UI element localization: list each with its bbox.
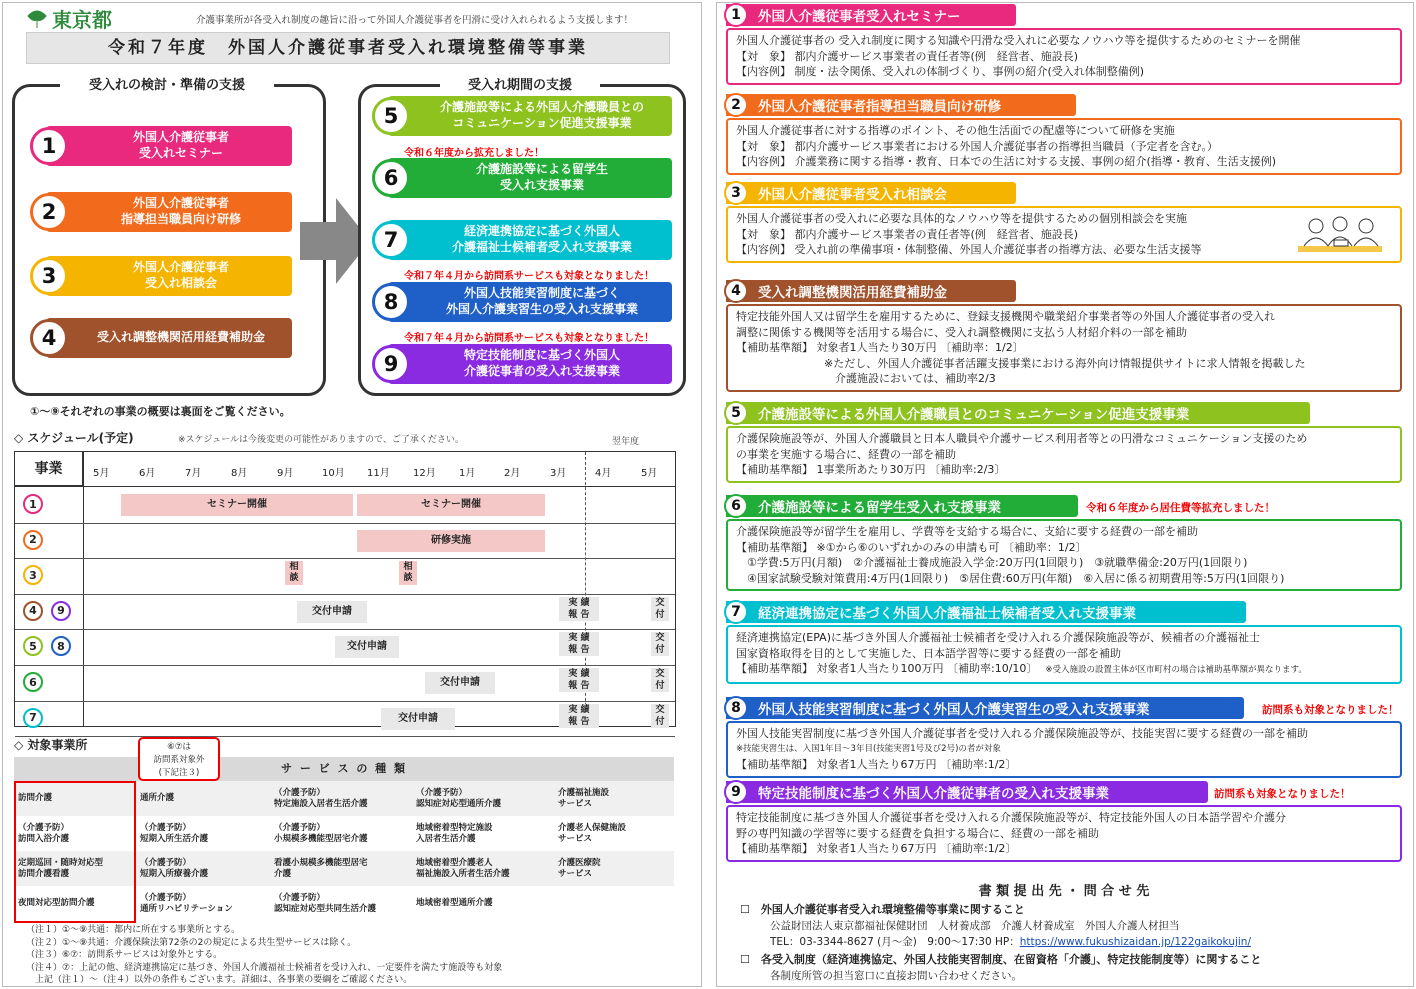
- service-cell: 看護小規模多機能型居宅 介護: [270, 851, 412, 886]
- left-item-1: [46, 126, 292, 166]
- checkbox-icon: ☐: [740, 903, 750, 916]
- section-line-text: 経済連携協定(EPA)に基づき外国人介護福祉士候補者を受け入れる介護保険施設等が、候補者の介護福祉士: [736, 631, 1260, 644]
- number-badge: [724, 780, 748, 804]
- number-badge: [30, 127, 68, 165]
- month-label: 9月: [277, 468, 294, 479]
- right-item-label: 特定技能制度に基づく外国人 介護従事者の受入れ支援事業: [463, 348, 620, 378]
- facilities-notes: [26, 924, 502, 987]
- month-label: 7月: [185, 468, 202, 479]
- section-line: [736, 309, 1392, 325]
- section-line: [736, 826, 1392, 842]
- number-badge: [372, 283, 410, 321]
- facility-note: （注２）①〜⑨共通：介護保険法第72条の2の規定による共生型サービスは除く。: [26, 937, 357, 948]
- section-line-text: の事業を実施する場合に、経費の一部を補助: [736, 447, 956, 461]
- service-cell: 訪問介護: [14, 781, 136, 816]
- section-header: [726, 182, 1016, 204]
- right-item-note: 令和７年４月から訪問系サービスも対象となりました！: [404, 271, 654, 282]
- number-text: 8: [383, 290, 399, 314]
- section-line: [736, 242, 1392, 258]
- number-text: 6: [383, 166, 399, 190]
- section-note: 訪問系も対象となりました！: [1214, 788, 1351, 800]
- month-label: 5月: [641, 468, 658, 479]
- number-badge: [30, 257, 68, 295]
- service-cell: 介護医療院 サービス: [554, 851, 674, 886]
- section-header: [726, 697, 1244, 719]
- section-line: [736, 431, 1392, 447]
- section-line-text: 介護保険施設等が、外国人介護職員と日本人職員や介護サービス利用者等との円滑なコミュニケーション支援のため: [736, 432, 1308, 445]
- section-line: [736, 646, 1392, 662]
- row-line: [15, 523, 675, 524]
- row-number-badge: 2: [23, 530, 43, 550]
- section-line: [736, 810, 1392, 826]
- service-cell: （介護予防） 短期入所生活介護: [140, 822, 209, 844]
- number-badge: [372, 159, 410, 197]
- section-body: [726, 805, 1402, 862]
- row-number-badge: 5: [23, 636, 43, 656]
- right-item-label: 介護施設等による留学生 受入れ支援事業: [475, 162, 608, 192]
- section-line-text: 【補助基準額】 対象者1人当たり30万円 〔補助率：1/2〕: [736, 341, 1024, 354]
- report-bar: 実 績 報 告: [559, 632, 599, 656]
- facilities-heading: ◇ 対象事業所: [14, 738, 88, 752]
- section-line-text: 【内容例】 制度・法令関係、受入れの体制づくり、事例の紹介(受入れ体制整備例): [736, 65, 1145, 78]
- schedule-col-header: 事業: [15, 452, 83, 486]
- right-item-5: [388, 96, 672, 136]
- section-line: [736, 757, 1392, 773]
- number-badge: [724, 93, 748, 117]
- row-number-badge: 9: [51, 601, 71, 621]
- section-title: 介護施設等による留学生受入れ支援事業: [758, 500, 1001, 516]
- right-item-9: [388, 344, 672, 384]
- section-line-text: 外国人技能実習制度に基づき外国人介護従事者を受け入れる介護保険施設等が、技能実習に要する経費の一部を補助: [736, 727, 1308, 740]
- number-badge: [372, 97, 410, 135]
- section-line-text: ※ただし、外国人介護従事者活躍支援事業における海外向け情報提供サイトに求人情報を掲載した: [736, 356, 1306, 370]
- month-label: 11月: [367, 468, 390, 479]
- section-line: [736, 371, 1392, 387]
- number-text: 9: [383, 352, 399, 376]
- consult-bar: 相 談: [285, 561, 303, 585]
- section-body: [726, 304, 1402, 392]
- section-note: 訪問系も対象となりました！: [1262, 704, 1399, 716]
- schedule-bar: 交付申請: [335, 636, 399, 658]
- contact-item1-text: 外国人介護従事者受入れ環境整備等事業に関すること: [760, 903, 1025, 916]
- acceptance-heading: 受入れ期間の支援: [440, 74, 600, 93]
- section-line-text: 【内容例】 受入れ前の準備事項・体制整備、外国人介護従事者の指導方法、必要な生活支援等: [736, 243, 1202, 256]
- section-5: [726, 402, 1402, 483]
- left-item-2: [46, 192, 292, 232]
- section-line-text: 【補助基準額】 対象者1人当たり100万円 〔補助率:10/10〕: [736, 662, 1038, 675]
- number-badge: [30, 193, 68, 231]
- number-badge: [724, 3, 748, 27]
- right-item-7: [388, 220, 672, 260]
- service-cell: （介護予防） 特定施設入居者生活介護: [270, 781, 412, 816]
- section-header: [726, 601, 1246, 623]
- number-text: 1: [731, 7, 741, 23]
- section-body: [726, 625, 1402, 684]
- schedule-bar: セミナー開催: [357, 494, 545, 516]
- number-text: 3: [731, 185, 741, 201]
- report-bar: 実 績 報 告: [559, 597, 599, 621]
- section-4: [726, 280, 1402, 392]
- section-line: [736, 211, 1392, 227]
- row-line: [15, 558, 675, 559]
- schedule-bar: 交付申請: [425, 672, 495, 694]
- section-header: [726, 280, 1016, 302]
- row-line: [15, 701, 675, 702]
- row-number-badge: 6: [23, 672, 43, 692]
- next-year-label: 翌年度: [612, 437, 640, 447]
- section-header: [726, 94, 1076, 116]
- number-badge: [30, 319, 68, 357]
- month-label: 8月: [231, 468, 248, 479]
- month-label: 1月: [459, 468, 476, 479]
- report-bar: 実 績 報 告: [559, 704, 599, 728]
- section-line-text: 国家資格取得を目的として実施した、日本語学習等に要する経費の一部を補助: [736, 646, 1121, 660]
- service-cell: （介護予防） 通所リハビリテーション: [140, 892, 233, 914]
- section-body: [726, 28, 1402, 85]
- service-cell: （介護予防） 訪問入浴介護: [18, 822, 70, 844]
- section-line-text: 特定技能制度に基づき外国人介護従事者を受け入れる介護保険施設等が、特定技能外国人の日本語学習や介護分: [736, 811, 1286, 824]
- section-line: [736, 540, 1392, 556]
- section-line-text: 介護施設においては、補助率2/3: [736, 372, 996, 385]
- month-label: 4月: [595, 468, 612, 479]
- grant-bar: 交 付: [651, 597, 669, 621]
- number-text: 1: [41, 134, 57, 158]
- section-3: [726, 182, 1402, 263]
- row-number-badge: 1: [23, 494, 43, 514]
- number-text: 4: [731, 283, 741, 299]
- section-line: [736, 841, 1392, 857]
- section-body: [726, 426, 1402, 483]
- col-line: [83, 452, 84, 726]
- logo-text: 東京都: [52, 8, 112, 32]
- row-line: [15, 629, 675, 630]
- checkbox-icon: ☐: [740, 953, 750, 966]
- section-line-text: 特定技能外国人又は留学生を雇用するために、登録支援機関や職業紹介事業者等の外国人介護従事者の受入れ: [736, 310, 1275, 323]
- right-item-note: 令和７年４月から訪問系サービスも対象となりました！: [404, 333, 654, 344]
- section-body: [726, 519, 1402, 591]
- section-line: [736, 661, 1392, 679]
- month-label: 3月: [550, 468, 567, 479]
- left-item-label: 外国人介護従事者 受入れセミナー: [132, 130, 229, 160]
- section-title: 外国人介護従事者受入れ相談会: [758, 187, 947, 203]
- header-row-line: [15, 486, 675, 487]
- section-line: [736, 123, 1392, 139]
- section-line-text: 【補助基準額】 対象者1人当たり67万円 〔補助率:1/2〕: [736, 758, 1017, 771]
- left-item-label: 外国人介護従事者 受入れ相談会: [132, 260, 229, 290]
- service-cell: 地域密着型通所介護: [416, 898, 493, 909]
- grant-bar: 交 付: [651, 704, 669, 728]
- section-line: [736, 524, 1392, 540]
- section-line-text: ④国家試験受験対策費用:4万円(1回限り) ⑤居住費:60万円(年額) ⑥入居に係る初期費用等:5万円(1回限り): [736, 571, 1285, 585]
- number-text: 5: [383, 104, 399, 128]
- section-line: [736, 571, 1392, 587]
- section-line-text: 【補助基準額】 対象者1人当たり67万円 〔補助率:1/2〕: [736, 842, 1017, 855]
- overview-note: ①〜⑨それぞれの事業の概要は裏面をご覧ください。: [30, 405, 291, 418]
- row-line: [15, 665, 675, 666]
- service-cell: （介護予防） 認知症対応型通所介護: [412, 781, 554, 816]
- number-text: 6: [731, 498, 741, 514]
- number-text: 7: [383, 228, 399, 252]
- section-note: 令和６年度から居住費等拡充しました！: [1086, 502, 1275, 514]
- number-badge: [724, 181, 748, 205]
- facility-note: 上記（注１）〜（注４）以外の条件もございます。詳細は、各事業の要綱をご確認ください。: [26, 975, 413, 985]
- schedule-bar: 研修実施: [357, 530, 545, 552]
- section-line: [736, 462, 1392, 478]
- section-8: [726, 697, 1402, 778]
- section-title: 経済連携協定に基づく外国人介護福祉士候補者受入れ支援事業: [758, 606, 1136, 622]
- contact-heading: 書 類 提 出 先 ・ 問 合 せ 先: [978, 884, 1150, 899]
- service-cell: 介護福祉施設 サービス: [554, 781, 674, 816]
- section-title: 外国人介護従事者指導担当職員向け研修: [758, 99, 1001, 115]
- section-7: [726, 601, 1402, 684]
- section-line-text: 【対 象】 都内介護サービス事業者の責任者等(例 経営者、施設長): [736, 227, 1079, 241]
- row-line: [15, 594, 675, 595]
- preparation-heading: 受入れの検討・準備の支援: [60, 74, 274, 93]
- section-small-note: ※技能実習生は、入国1年目〜3年目(技能実習1号及び2号)の者が対象: [736, 743, 1001, 754]
- section-title: 特定技能制度に基づく外国人介護従事者の受入れ支援事業: [758, 786, 1109, 802]
- number-text: 5: [731, 405, 741, 421]
- contact-tel: TEL：03-3344-8627 (月〜金) 9:00〜17:30 HP：: [770, 936, 1020, 948]
- number-text: 2: [731, 97, 741, 113]
- number-badge: [724, 696, 748, 720]
- row-number-badge: 7: [23, 708, 43, 728]
- number-badge: [724, 600, 748, 624]
- section-line-text: 【対 象】 都内介護サービス事業者における外国人介護従事者の指導担当職員（予定者を含む。）: [736, 139, 1218, 153]
- service-cell: 定期巡回・随時対応型 訪問介護看護: [14, 851, 136, 886]
- section-line-text: 【補助基準額】 ※①から⑥のいずれかのみの申請も可 〔補助率：1/2〕: [736, 540, 1087, 554]
- month-label: 5月: [93, 468, 110, 479]
- right-item-6: [388, 158, 672, 198]
- section-line-text: 【対 象】 都内介護サービス事業者の責任者等(例 経営者、施設長): [736, 49, 1079, 63]
- left-item-label: 外国人介護従事者 指導担当職員向け研修: [120, 196, 241, 226]
- section-line: [736, 325, 1392, 341]
- facility-note: （注１）①〜⑨共通：都内に所在する事業所とする。: [26, 925, 241, 935]
- contact-item2: [740, 951, 1261, 967]
- schedule-bar: 交付申請: [381, 708, 455, 730]
- month-label: 6月: [139, 468, 156, 479]
- service-cell: （介護予防） 短期入所療養介護: [136, 851, 270, 886]
- report-bar: 実 績 報 告: [559, 668, 599, 692]
- left-item-3: [46, 256, 292, 296]
- right-item-label: 経済連携協定に基づく外国人 介護福祉士候補者受入れ支援事業: [451, 224, 632, 254]
- section-line: [736, 726, 1392, 742]
- section-line-text: 調整に関係する機関等を活用する場合に、受入れ調整機関に支払う人材紹介料の一部を補助: [736, 325, 1187, 339]
- number-badge: [372, 221, 410, 259]
- section-line: [736, 555, 1392, 571]
- right-item-8: [388, 282, 672, 322]
- contact-item1: [740, 901, 1025, 917]
- section-title: 外国人介護従事者受入れセミナー: [758, 9, 961, 25]
- section-body: [726, 206, 1402, 263]
- schedule-table: [14, 451, 676, 727]
- section-line: [736, 356, 1392, 372]
- section-line-text: 外国人介護従事者の 受入れ制度に関する知識や円滑な受入れに必要なノウハウ等を提供するためのセミナーを開催: [736, 34, 1301, 47]
- month-label: 12月: [413, 468, 436, 479]
- schedule-heading: ◇ スケジュール(予定): [14, 431, 134, 445]
- grant-bar: 交 付: [651, 632, 669, 656]
- section-line: [736, 49, 1392, 65]
- section-title: 介護施設等による外国人介護職員とのコミュニケーション促進支援事業: [758, 407, 1190, 423]
- facility-note: （注３）⑥⑦：訪問系サービスは対象外とする。: [26, 950, 223, 960]
- contact-item2-text: 各受入制度（経済連携協定、外国人技能実習制度、在留資格「介護」、特定技能制度等）に関すること: [760, 953, 1262, 966]
- section-header: [726, 495, 1078, 517]
- section-line: [736, 154, 1392, 170]
- consult-bar: 相 談: [399, 561, 417, 585]
- section-header: [726, 781, 1208, 803]
- section-line-text: 介護保険施設等が留学生を雇用し、学費等を支給する場合に、支給に要する経費の一部を補助: [736, 525, 1198, 538]
- section-title: 受入れ調整機関活用経費補助金: [758, 285, 947, 301]
- ginkgo-leaf-icon: [26, 8, 48, 30]
- section-2: [726, 94, 1402, 175]
- contact-url-link[interactable]: https://www.fukushizaidan.jp/122gaikokujin/: [1019, 936, 1252, 948]
- service-cell: 夜間対応型訪問介護: [18, 898, 95, 909]
- service-cell: 通所介護: [136, 781, 270, 816]
- number-text: 4: [41, 326, 57, 350]
- right-item-label: 介護施設等による外国人介護職員との コミュニケーション促進支援事業: [439, 100, 644, 130]
- tagline: 介護事業所が各受入れ制度の趣旨に沿って外国人介護従事者を円滑に受け入れられるよう支援します！: [196, 15, 634, 26]
- section-line: [736, 64, 1392, 80]
- facility-note: （注４）⑦：上記の他、経済連携協定に基づき、外国人介護福祉士候補者を受け入れ、一定要件を満たす施設等も対象: [26, 962, 503, 973]
- month-label: 2月: [504, 468, 521, 479]
- section-line: [736, 227, 1392, 243]
- schedule-bar: 交付申請: [297, 601, 367, 623]
- left-item-label: 受入れ調整機関活用経費補助金: [96, 330, 265, 345]
- section-header: [726, 402, 1310, 424]
- number-text: 8: [731, 700, 741, 716]
- contact-org: 公益財団法人東京都福祉保健財団 人材養成部 介護人材養成室 外国人介護人材担当: [770, 920, 1180, 932]
- schedule-disclaimer: ※スケジュールは今後変更の可能性がありますので、ご了承ください。: [178, 435, 464, 445]
- section-body: [726, 118, 1402, 175]
- section-line-text: 外国人介護従事者に対する指導のポイント、その他生活面での配慮等について研修を実施: [736, 124, 1175, 137]
- grant-bar: 交 付: [651, 668, 669, 692]
- row-line: [15, 736, 675, 737]
- month-label: 10月: [322, 468, 345, 479]
- section-line-text: ①学費:5万円(月額) ②介護福祉士養成施設入学金:20万円(1回限り) ③就職準備金:20万円(1回限り): [736, 556, 1248, 569]
- service-header: サ ー ビ ス の 種 類: [14, 757, 674, 781]
- page-title: 令和７年度 外国人介護従事者受入れ環境整備等事業: [26, 32, 670, 64]
- contact-tel-line: [770, 934, 1251, 949]
- right-item-label: 外国人技能実習制度に基づく 外国人介護実習生の受入れ支援事業: [445, 286, 638, 316]
- row-number-badge: 3: [23, 565, 43, 585]
- visit-services-highlight: [14, 781, 136, 923]
- number-text: 9: [731, 784, 741, 800]
- section-line-text: 野の専門知識の学習等に要する経費を負担する場合に、経費の一部を補助: [736, 826, 1099, 840]
- contact-item2-sub: 各制度所管の担当窓口に直接お問い合わせください。: [770, 970, 1022, 982]
- section-line-text: 【補助基準額】 1事業所あたり30万円 〔補助率:2/3〕: [736, 463, 1006, 476]
- schedule-bar: セミナー開催: [121, 494, 353, 516]
- section-line: [736, 630, 1392, 646]
- section-small-note: ※受入施設の設置主体が区市町村の場合は補助基準額が異なります。: [1045, 665, 1307, 675]
- section-title: 外国人技能実習制度に基づく外国人介護実習生の受入れ支援事業: [758, 702, 1150, 718]
- row-number-badge: 4: [23, 601, 43, 621]
- number-text: 2: [41, 200, 57, 224]
- service-cell: （介護予防） 認知症対応型共同生活介護: [274, 892, 377, 914]
- left-item-4: [46, 318, 292, 358]
- row-number-badge: 8: [51, 636, 71, 656]
- section-1: [726, 4, 1402, 85]
- section-6: [726, 495, 1402, 591]
- section-line-text: 外国人介護従事者の受入れに必要な具体的なノウハウ等を提供するための個別相談会を実施: [736, 212, 1187, 225]
- service-cell: 介護老人保健施設 サービス: [558, 822, 627, 844]
- service-cell: （介護予防） 小規模多機能型居宅介護: [274, 822, 368, 844]
- service-cell: 地域密着型介護老人 福祉施設入所者生活介護: [412, 851, 554, 886]
- number-badge: [724, 279, 748, 303]
- section-header: [726, 4, 1016, 26]
- section-line: [736, 340, 1392, 356]
- number-text: 3: [41, 264, 57, 288]
- number-badge: [724, 494, 748, 518]
- service-cell: 地域密着型特定施設 入居者生活介護: [416, 822, 493, 844]
- tokyo-logo: [26, 4, 112, 33]
- number-text: 7: [731, 604, 741, 620]
- section-line: [736, 447, 1392, 463]
- number-badge: [372, 345, 410, 383]
- number-badge: [724, 401, 748, 425]
- section-9: [726, 781, 1402, 862]
- section-body: [726, 721, 1402, 778]
- section-line: [736, 33, 1392, 49]
- callout-note: ⑥⑦は 訪問系対象外 (下記注３): [138, 737, 220, 781]
- section-line-text: 【内容例】 介護業務に関する指導・教育、日本での生活に対する支援、事例の紹介(指導・教育、生活支援例): [736, 155, 1277, 168]
- service-cell: [554, 886, 674, 921]
- right-item-note: 令和６年度から拡充しました！: [404, 148, 544, 159]
- section-line: [736, 139, 1392, 155]
